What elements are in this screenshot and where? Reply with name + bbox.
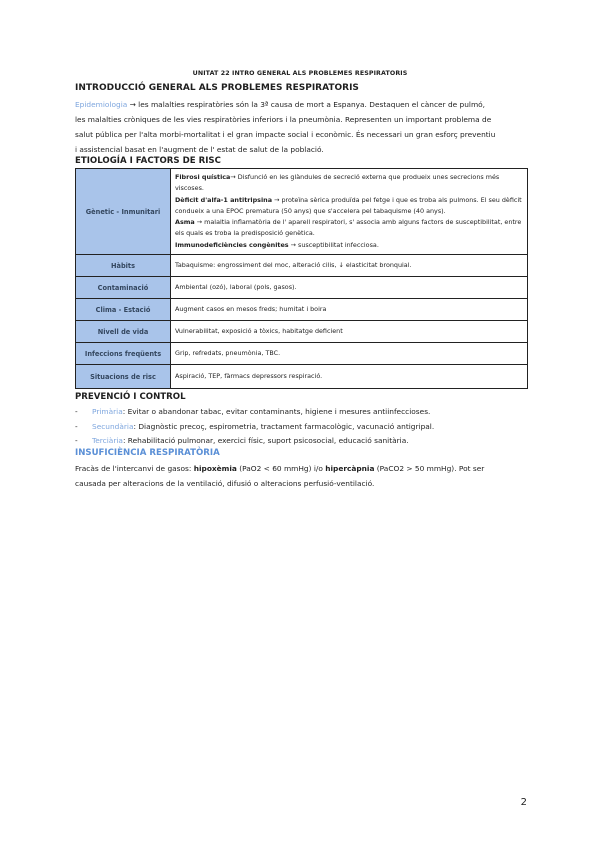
prevention-level: Primària: [92, 407, 123, 416]
row-description: Grip, refredats, pneumònia, TBC.: [171, 343, 528, 365]
prevention-text: : Evitar o abandonar tabac, evitar contaminants, higiene i mesures antiinfeccioses.: [122, 407, 431, 416]
genetic-item: [175, 217, 523, 239]
prevention-level: Terciària: [92, 436, 123, 445]
genetic-item: [175, 240, 523, 251]
row-label: Contaminació: [76, 277, 171, 299]
row-label: Clima - Estació: [76, 299, 171, 321]
risk-factors-table: [75, 168, 528, 389]
genetic-text: → Disfunció en les glàndules de secreció externa que produeix unes secrecions més viscoses.: [175, 173, 500, 193]
list-dash: -: [75, 421, 78, 431]
genetic-item: [175, 172, 523, 194]
table-row: [76, 169, 528, 255]
table-row: [76, 365, 528, 389]
table-row: [76, 343, 528, 365]
genetic-term: Dèficit d'alfa-1 antitripsina: [175, 195, 273, 204]
genetic-text: → malaltia inflamatòria de l' aparell respiratori, s' associa amb alguns factors de susceptibilitat, entre els quals es troba la predisposició genètica.: [175, 218, 522, 238]
intro-line-2: les malalties cròniques de les vies respiratòries inferiors i la pneumònia. Representen un important problema de: [75, 115, 492, 124]
table-row: [76, 299, 528, 321]
epidemiology-label: Epidemiologia: [75, 100, 128, 109]
prevention-list: [75, 405, 434, 449]
list-dash: -: [75, 407, 78, 416]
row-description: [171, 169, 528, 255]
insufficiency-text: (PaO2 < 60 mmHg) i/o: [236, 464, 326, 473]
prevention-text: : Diagnòstic precoç, espirometria, tractament farmacològic, vacunació antigripal.: [133, 421, 435, 431]
etiology-title: ETIOLOGÍA I FACTORS DE RISC: [75, 156, 221, 166]
list-item: [75, 420, 434, 435]
intro-line-1-text: → les malalties respiratòries són la 3ª causa de mort a Espanya. Destaquen el càncer de pulmó,: [127, 100, 486, 109]
row-label: Hàbits: [76, 255, 171, 277]
prevention-text: : Rehabilitació pulmonar, exercici físic, suport psicosocial, educació sanitària.: [122, 436, 409, 445]
hypoxemia-term: hipoxèmia: [193, 464, 237, 473]
genetic-text: → susceptibilitat infecciosa.: [288, 240, 379, 249]
prevention-title: PREVENCIÓ I CONTROL: [75, 392, 186, 402]
genetic-term: Asma: [175, 218, 195, 227]
row-description: Aspiració, TEP, fàrmacs depressors respiració.: [171, 365, 528, 389]
intro-line-4: i assistencial basat en l'augment de l' estat de salut de la població.: [75, 145, 324, 154]
genetic-item: [175, 195, 523, 217]
intro-line-3: salut pública per l'alta morbi-mortalitat i el gran impacte social i econòmic. És necessari un gran esforç preventiu: [75, 130, 496, 139]
page-number: 2: [520, 797, 527, 808]
table-row: [76, 321, 528, 343]
genetic-text: → proteïna sèrica produïda pel fetge i que es troba als pulmons. El seu dèficit condueix a una EPOC prematura (50 anys) que s'accelera pel tabaquisme (40 anys).: [175, 195, 522, 215]
insufficiency-line-1: [75, 461, 529, 476]
list-item: [75, 434, 434, 449]
row-label: Situacions de risc: [76, 365, 171, 389]
prevention-level: Secundària: [92, 421, 134, 431]
insufficiency-line-2: causada per alteracions de la ventilació, difusió o alteracions perfusió-ventilació.: [75, 479, 375, 488]
genetic-term: Fibrosi quística: [175, 173, 231, 182]
hypercapnia-term: hipercàpnia: [325, 464, 375, 473]
intro-title: INTRODUCCIÓ GENERAL ALS PROBLEMES RESPIRATORIS: [75, 83, 359, 93]
row-label: Gènetic - Inmunitari: [76, 169, 171, 255]
insufficiency-text: (PaCO2 > 50 mmHg). Pot ser: [374, 464, 485, 473]
list-item: [75, 405, 434, 420]
row-label: Nivell de vida: [76, 321, 171, 343]
table-row: [76, 255, 528, 277]
row-description: Vulnerabilitat, exposició a tòxics, habitatge deficient: [171, 321, 528, 343]
insufficiency-text: Fracàs de l'intercanvi de gasos:: [75, 464, 194, 473]
row-description: Tabaquisme: engrossiment del moc, alteració cilis, ↓ elasticitat bronquial.: [171, 255, 528, 277]
intro-line-1: [75, 97, 529, 112]
table-row: [76, 277, 528, 299]
row-label: Infeccions freqüents: [76, 343, 171, 365]
insufficiency-title: INSUFICIÈNCIA RESPIRATÒRIA: [75, 448, 220, 458]
genetic-term: Immunodeficiències congènites: [175, 240, 289, 249]
row-description: Ambiental (ozó), laboral (pols, gasos).: [171, 277, 528, 299]
list-dash: -: [75, 436, 78, 445]
row-description: Augment casos en mesos freds; humitat i boira: [171, 299, 528, 321]
unit-header: UNITAT 22 INTRO GENERAL ALS PROBLEMES RESPIRATORIS: [192, 70, 408, 77]
